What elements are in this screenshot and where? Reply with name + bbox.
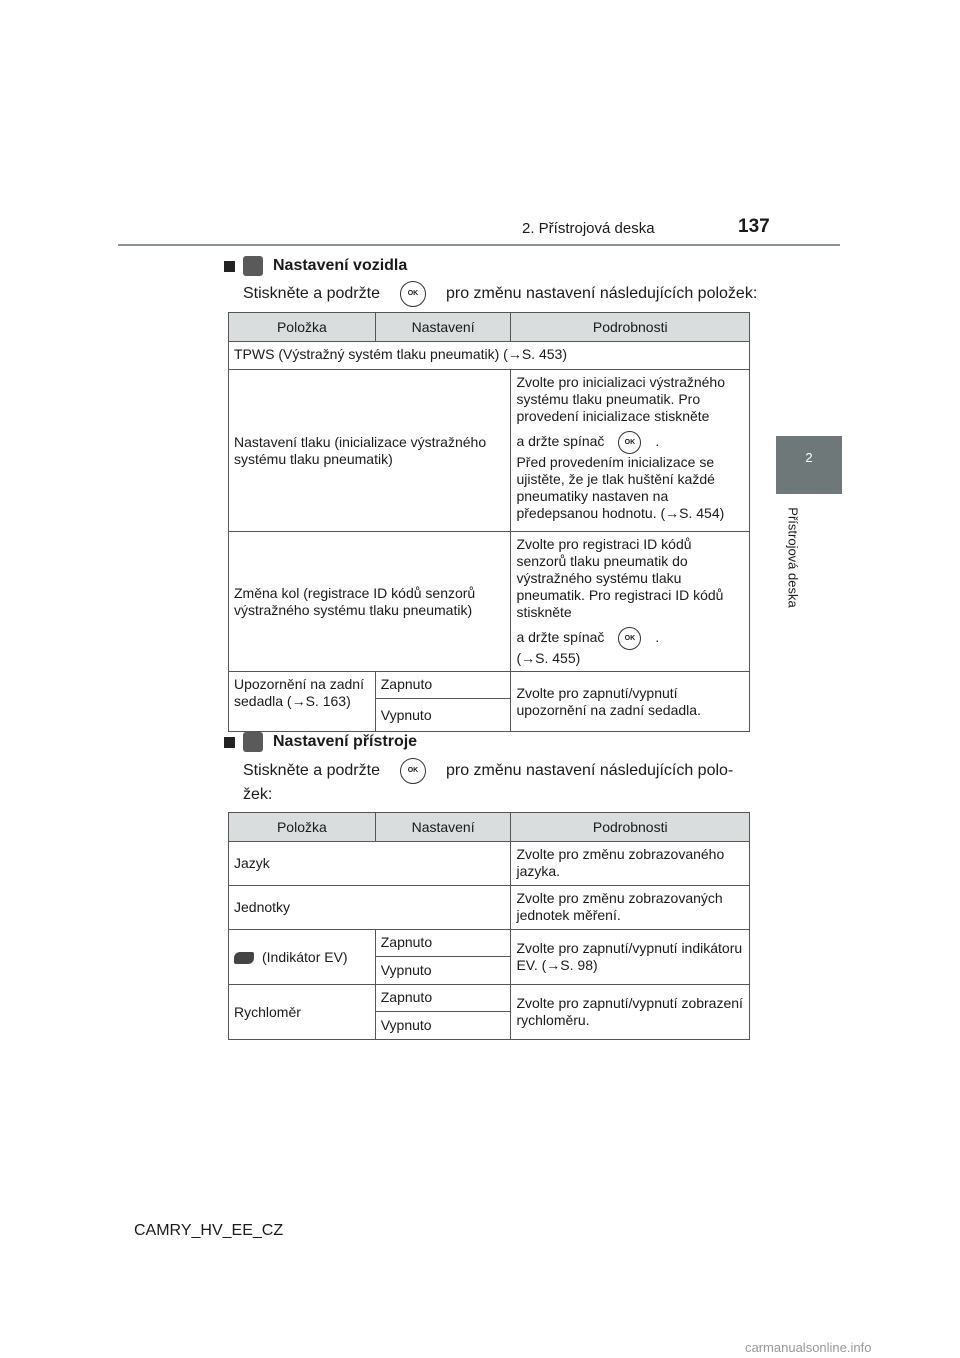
- section1-intro: [243, 281, 757, 307]
- table-row: [229, 886, 750, 930]
- header-details: Podrobnosti: [511, 813, 750, 842]
- units-detail: Zvolte pro změnu zobrazovaných jednotek měření.: [511, 886, 750, 930]
- table-row: [229, 930, 750, 957]
- header-setting: Nastavení: [375, 313, 511, 342]
- pressure-detail-3: Před provedením inicializace se ujistěte, že je tlak huštění každé pneumatiky nastaven na předepsanou hodnotu. (→S. 454): [516, 454, 725, 521]
- rear-seat-item: Upozornění na zadní sedadla (→S. 163): [229, 672, 376, 732]
- header-chapter: 2. Přístrojová deska: [522, 220, 655, 237]
- side-tab-label-text: Přístrojová deska: [785, 507, 801, 608]
- header-rule: [118, 244, 840, 246]
- section2-title: Nastavení přístroje: [273, 733, 418, 750]
- pressure-item: Nastavení tlaku (inicializace výstražného systému tlaku pneumatik): [229, 370, 511, 532]
- section2-intro-line2: žek:: [243, 786, 273, 803]
- section2-intro: [243, 758, 733, 806]
- speedometer-off: Vypnuto: [375, 1012, 511, 1040]
- section1-intro-after: pro změnu nastavení následujících položek:: [445, 285, 758, 303]
- wheels-detail: [511, 532, 750, 672]
- section1-title: Nastavení vozidla: [273, 257, 408, 274]
- vehicle-settings-icon: [243, 256, 263, 276]
- tpws-row-label: TPWS (Výstražný systém tlaku pneumatik) (→S. 453): [229, 342, 750, 370]
- ok-button-icon: OK: [400, 758, 426, 784]
- bullet-square: [224, 261, 235, 272]
- wheels-item: Změna kol (registrace ID kódů senzorů výstražného systému tlaku pneumatik): [229, 532, 511, 672]
- side-tab-number: 2: [776, 436, 842, 494]
- section2-heading: [224, 732, 417, 752]
- pressure-detail-2a: a držte spínač: [516, 433, 605, 450]
- header-setting: Nastavení: [375, 813, 511, 842]
- ev-off: Vypnuto: [375, 957, 511, 985]
- pressure-detail-1: Zvolte pro inicializaci výstražného systému tlaku pneumatik. Pro provedení inicializace stiskněte: [516, 374, 725, 424]
- ev-item: [229, 930, 376, 985]
- section1-heading: [224, 256, 407, 276]
- table-header-row: [229, 813, 750, 842]
- speedometer-item: Rychloměr: [229, 985, 376, 1040]
- vehicle-settings-table: [228, 312, 750, 732]
- speedometer-detail: Zvolte pro zapnutí/vypnutí zobrazení rychloměru.: [511, 985, 750, 1040]
- table-row: [229, 842, 750, 886]
- rear-seat-detail: Zvolte pro zapnutí/vypnutí upozornění na zadní sedadla.: [511, 672, 750, 732]
- header-details: Podrobnosti: [511, 313, 750, 342]
- wheels-detail-2b: .: [655, 629, 660, 646]
- bullet-square: [224, 737, 235, 748]
- watermark: carmanualsonline.info: [745, 1340, 872, 1355]
- language-item: Jazyk: [229, 842, 511, 886]
- section1-intro-before: Stiskněte a podržte: [243, 285, 380, 303]
- ev-on: Zapnuto: [375, 930, 511, 957]
- table-row: [229, 672, 750, 699]
- ok-button-icon: OK: [618, 431, 641, 454]
- side-tab-label: [778, 505, 808, 615]
- units-item: Jednotky: [229, 886, 511, 930]
- pressure-detail-2: [516, 431, 744, 454]
- ok-button-icon: OK: [400, 281, 426, 307]
- header-item: Položka: [229, 813, 376, 842]
- wheels-detail-3: (→S. 455): [516, 650, 581, 666]
- language-detail: Zvolte pro změnu zobrazovaného jazyka.: [511, 842, 750, 886]
- section2-intro-after: pro změnu nastavení následujících polo-: [445, 762, 734, 780]
- pressure-detail: [511, 370, 750, 532]
- table-row: [229, 370, 750, 532]
- pressure-detail-2b: .: [655, 433, 660, 450]
- table-header-row: [229, 313, 750, 342]
- header-item: Položka: [229, 313, 376, 342]
- table-row: [229, 342, 750, 370]
- meter-settings-table: [228, 812, 750, 1040]
- document-id: CAMRY_HV_EE_CZ: [134, 1222, 284, 1239]
- speedometer-on: Zapnuto: [375, 985, 511, 1012]
- rear-seat-off: Vypnuto: [375, 699, 511, 732]
- rear-seat-on: Zapnuto: [375, 672, 511, 699]
- wheels-detail-2a: a držte spínač: [516, 629, 605, 646]
- ev-indicator-icon: [234, 952, 254, 964]
- page-number: 137: [738, 216, 770, 237]
- ok-button-icon: OK: [618, 627, 641, 650]
- ev-item-label: (Indikátor EV): [262, 948, 348, 965]
- section2-intro-before: Stiskněte a podržte: [243, 762, 380, 780]
- wheels-detail-1: Zvolte pro registraci ID kódů senzorů tlaku pneumatik do výstražného systému tlaku pneumatik. Pro registraci ID kódů stiskněte: [516, 536, 724, 620]
- wheels-detail-2: [516, 627, 744, 650]
- meter-settings-icon: [243, 732, 263, 752]
- table-row: [229, 985, 750, 1012]
- table-row: [229, 532, 750, 672]
- ev-detail: Zvolte pro zapnutí/vypnutí indikátoru EV. (→S. 98): [511, 930, 750, 985]
